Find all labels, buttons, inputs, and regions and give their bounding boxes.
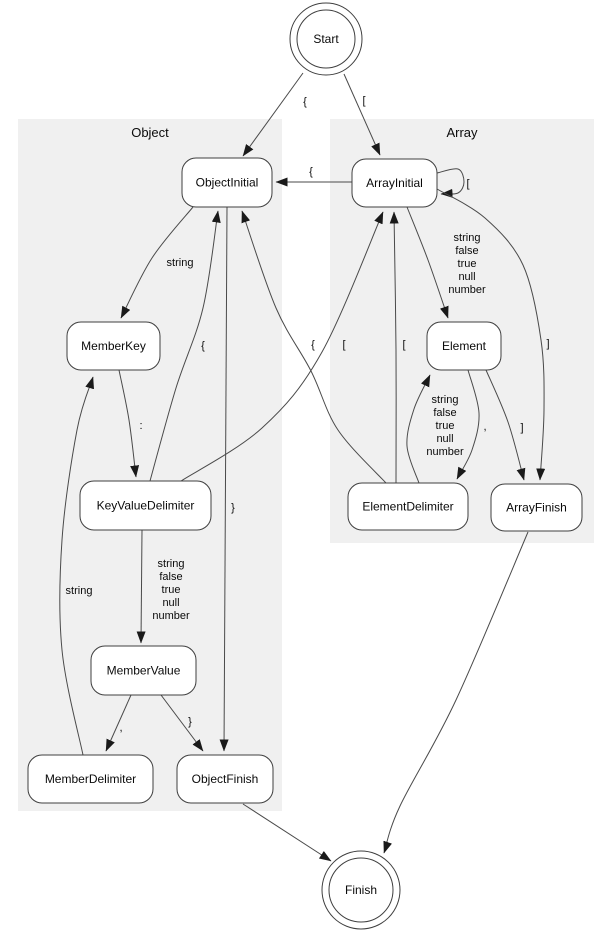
edge-element_delimiter-to-element-label: string false true null number xyxy=(426,394,464,458)
edge-object_initial-to-object_finish-label: } xyxy=(231,502,235,514)
edge-element_delimiter-to-object_initial-label: { xyxy=(311,339,315,351)
node-array_initial xyxy=(352,159,437,207)
node-member_key xyxy=(67,322,160,370)
edge-key_value_delimiter-to-array_initial-label: [ xyxy=(342,339,346,351)
node-member_value-label: MemberValue xyxy=(106,663,181,678)
node-object_initial xyxy=(182,158,272,207)
edge-start-to-object_initial-label: { xyxy=(303,96,307,108)
cluster-object xyxy=(18,119,282,811)
edge-member_value-to-object_finish-label: } xyxy=(188,716,192,728)
node-element-label: Element xyxy=(441,339,487,353)
node-start-label: Start xyxy=(313,32,339,46)
node-finish xyxy=(322,851,400,929)
edge-member_value-to-member_delimiter-label: , xyxy=(119,722,123,734)
node-object_initial-label: ObjectInitial xyxy=(195,175,259,190)
edge-element-to-array_finish-label: ] xyxy=(520,422,524,434)
cluster-object-label: Object xyxy=(131,125,169,140)
node-key_value_delimiter xyxy=(80,481,211,530)
edge-element-to-element_delimiter-label: , xyxy=(483,421,487,433)
edge-array_initial-to-array_finish-label: ] xyxy=(546,338,550,350)
node-array_finish-label: ArrayFinish xyxy=(506,500,567,515)
node-object_finish xyxy=(177,755,273,803)
edge-array_initial-to-array_initial-label: [ xyxy=(466,178,470,190)
edge-array_initial-to-object_initial-label: { xyxy=(309,166,313,178)
edge-key_value_delimiter-to-member_value-label: string false true null number xyxy=(152,558,190,622)
node-element_delimiter xyxy=(348,483,468,530)
node-finish-label: Finish xyxy=(344,883,378,897)
node-member_value xyxy=(91,646,196,695)
edge-key_value_delimiter-to-object_initial-label: { xyxy=(201,340,205,352)
node-member_key-label: MemberKey xyxy=(81,339,146,353)
node-array_finish xyxy=(491,484,582,531)
node-element xyxy=(427,322,501,370)
node-member_delimiter-label: MemberDelimiter xyxy=(44,772,137,786)
edge-array_initial-to-element-label: string false true null number xyxy=(448,232,486,296)
node-array_initial-label: ArrayInitial xyxy=(366,176,423,190)
node-start xyxy=(290,3,362,75)
edge-member_key-to-key_value_delimiter-label: : xyxy=(139,420,143,432)
node-key_value_delimiter-label: KeyValueDelimiter xyxy=(96,498,195,513)
edge-start-to-array_initial-label: [ xyxy=(362,95,366,107)
node-member_delimiter xyxy=(28,755,153,803)
cluster-object-background xyxy=(18,119,282,811)
cluster-array-label: Array xyxy=(446,125,478,140)
edge-object_initial-to-member_key-label: string xyxy=(166,257,194,269)
edge-element_delimiter-to-array_initial-label: [ xyxy=(402,339,406,351)
node-element_delimiter-label: ElementDelimiter xyxy=(362,499,454,514)
edge-member_delimiter-to-member_key-label: string xyxy=(65,585,93,597)
node-object_finish-label: ObjectFinish xyxy=(191,772,259,786)
